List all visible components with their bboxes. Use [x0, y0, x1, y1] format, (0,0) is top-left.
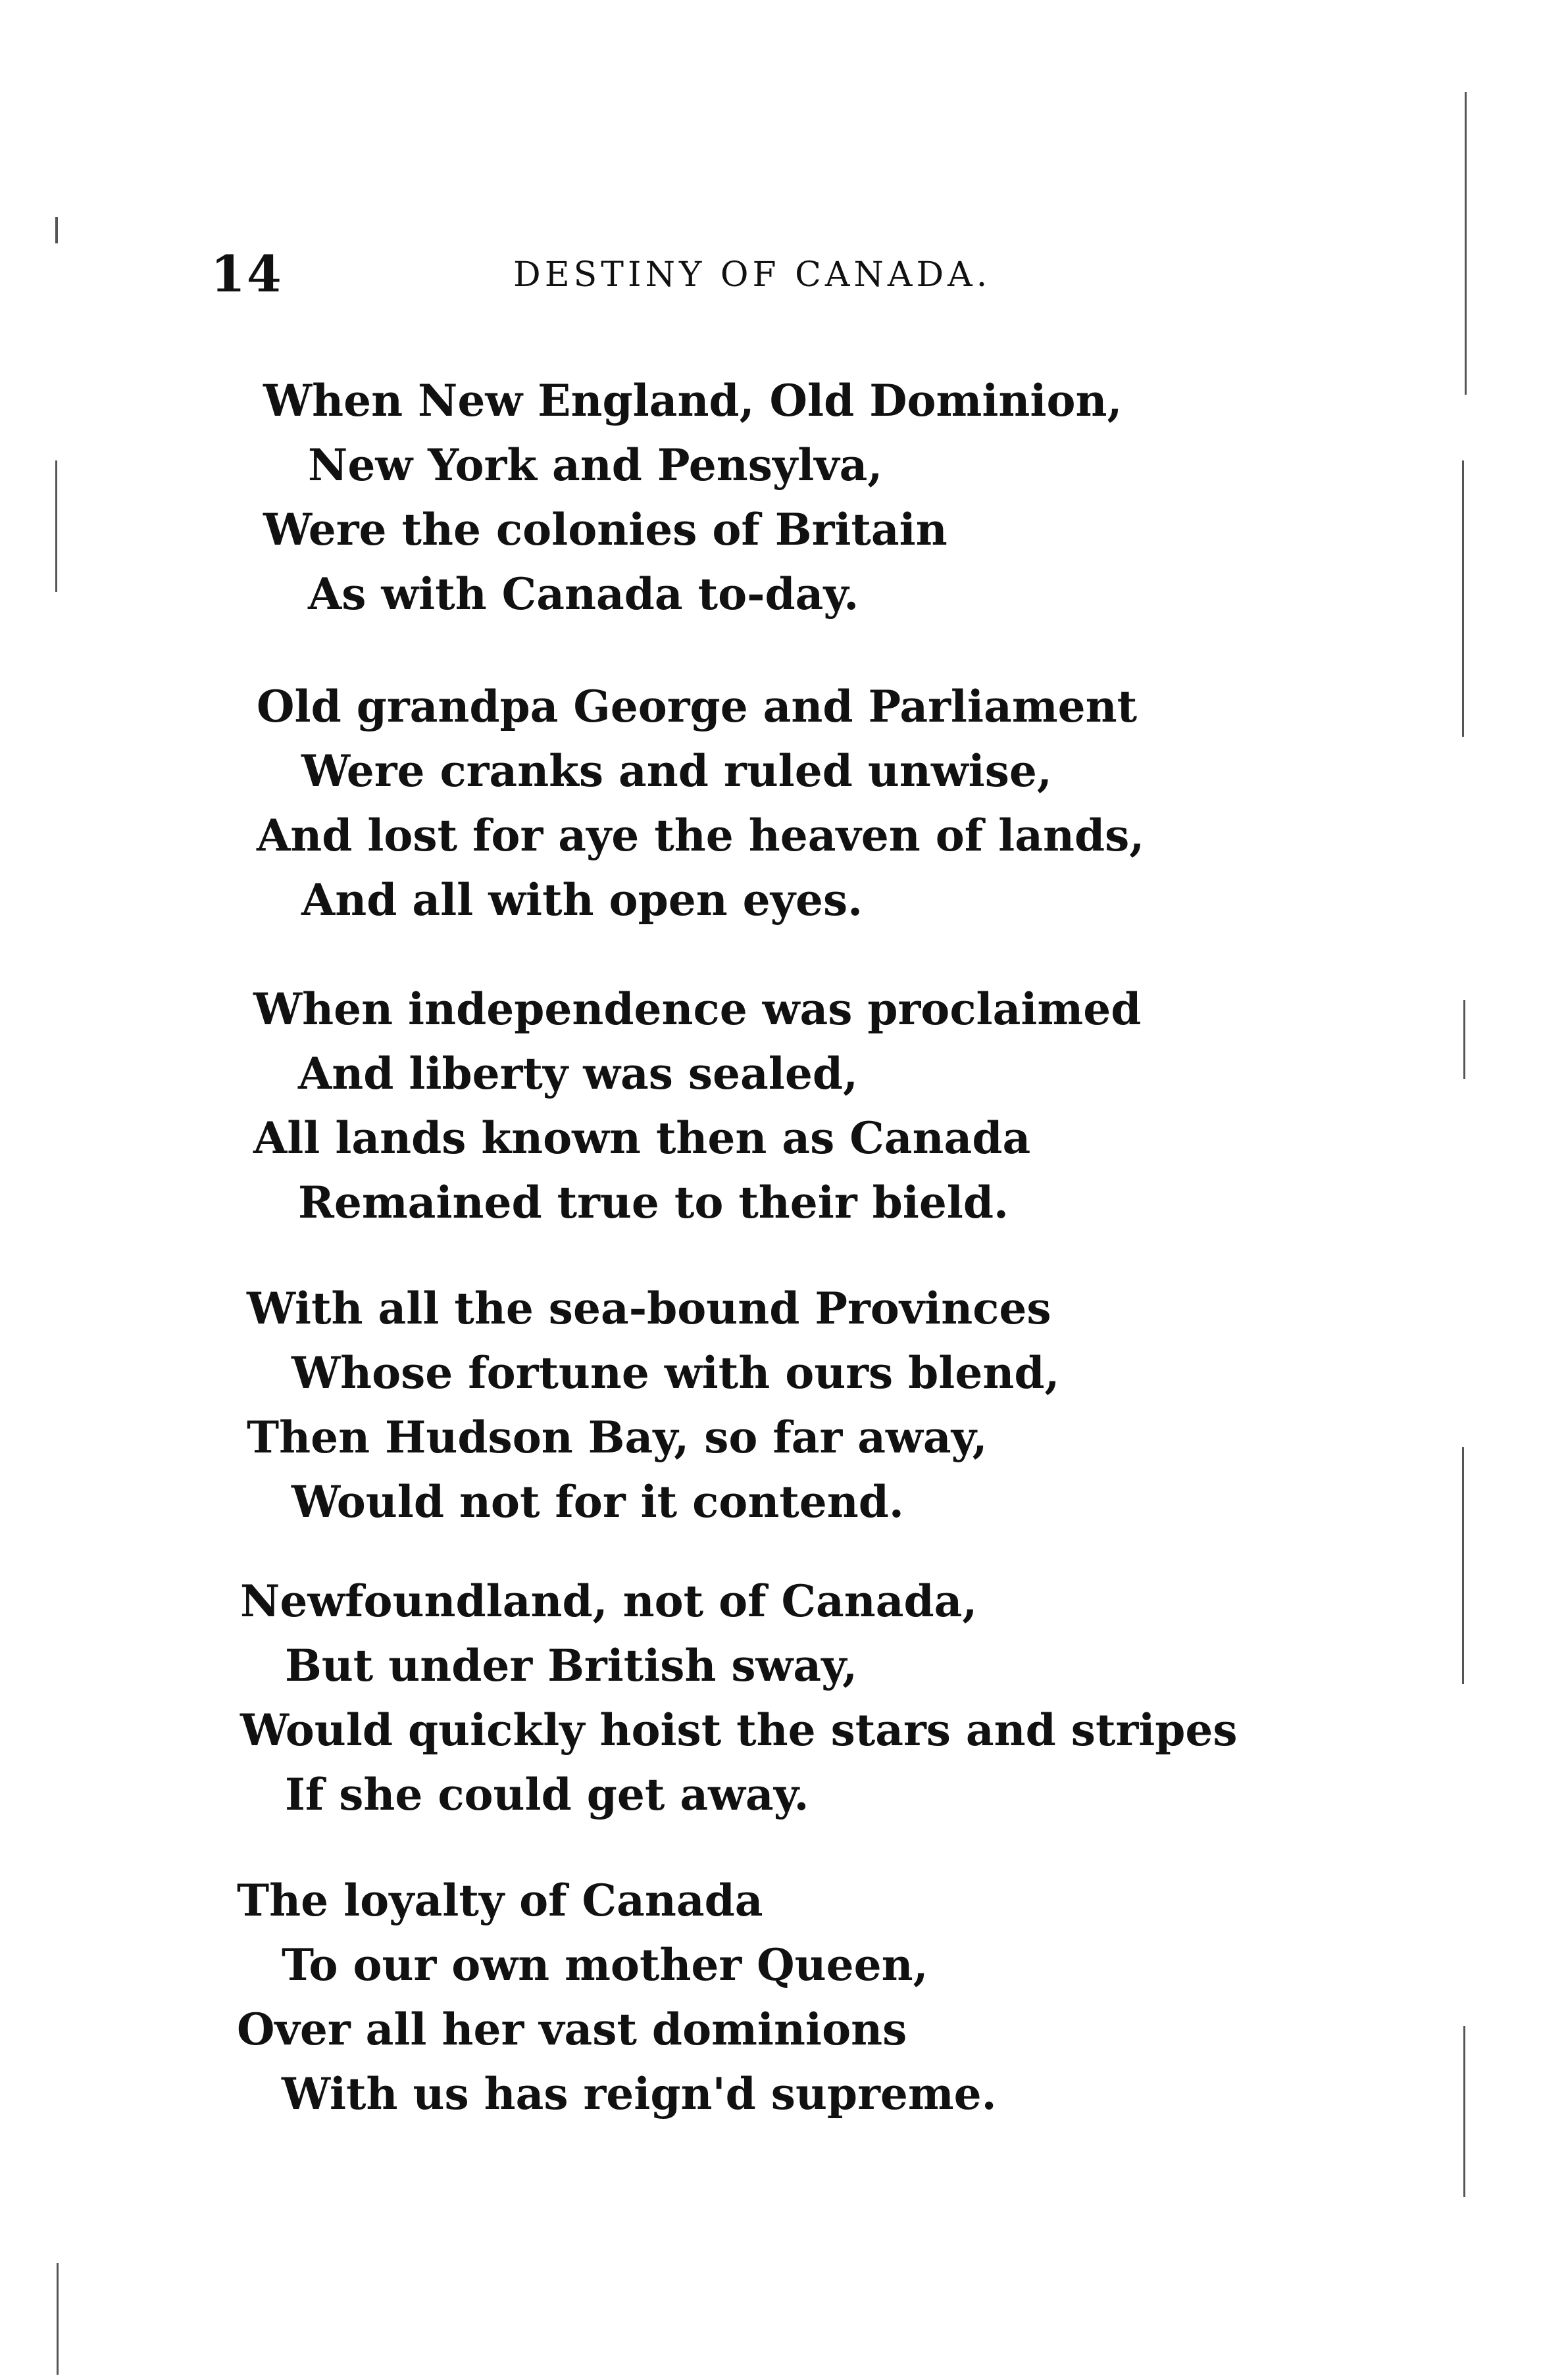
page-number: 14 — [211, 245, 283, 303]
verse-line: But under British sway, — [285, 1640, 858, 1691]
scan-margin-mark — [1462, 460, 1464, 737]
scan-margin-mark — [57, 2263, 59, 2375]
stanza-2 — [257, 674, 1283, 932]
verse-line: And lost for aye the heaven of lands, — [257, 810, 1145, 861]
stanza-4 — [247, 1276, 1273, 1534]
scan-margin-mark — [55, 217, 58, 243]
verse-line: If she could get away. — [285, 1769, 809, 1820]
verse-line: As with Canada to-day. — [308, 568, 859, 620]
verse-line: Newfoundland, not of Canada, — [240, 1575, 978, 1627]
scan-margin-mark — [55, 460, 57, 592]
verse-line: And all with open eyes. — [301, 874, 863, 926]
verse-line: And liberty was sealed, — [298, 1048, 859, 1099]
verse-line: Were cranks and ruled unwise, — [301, 745, 1052, 797]
stanza-3 — [253, 977, 1280, 1235]
verse-line: Then Hudson Bay, so far away, — [247, 1412, 988, 1463]
stanza-1 — [263, 368, 1290, 626]
verse-line: Would quickly hoist the stars and stripes — [240, 1704, 1238, 1756]
scan-margin-mark — [1462, 1447, 1464, 1684]
verse-line: Remained true to their bield. — [298, 1177, 1009, 1228]
running-title: DESTINY OF CANADA. — [513, 255, 992, 295]
page-header — [211, 245, 1276, 310]
verse-line: New York and Pensylva, — [308, 439, 883, 491]
verse-line: Were the colonies of Britain — [263, 504, 947, 555]
verse-line: The loyalty of Canada — [237, 1875, 763, 1926]
verse-line: Old grandpa George and Parliament — [257, 681, 1138, 732]
verse-line: All lands known then as Canada — [253, 1112, 1031, 1164]
scan-margin-mark — [1463, 1000, 1465, 1079]
verse-line: Whose fortune with ours blend, — [291, 1347, 1060, 1399]
verse-line: When independence was proclaimed — [253, 983, 1142, 1035]
scan-margin-mark — [1465, 92, 1467, 395]
verse-line: To our own mother Queen, — [282, 1939, 928, 1991]
stanza-6 — [237, 1868, 1263, 2126]
verse-line: When New England, Old Dominion, — [263, 375, 1123, 426]
stanza-5 — [240, 1569, 1267, 1827]
verse-line: With us has reign'd supreme. — [282, 2068, 997, 2120]
verse-line: With all the sea-bound Provinces — [247, 1283, 1051, 1334]
verse-line: Would not for it contend. — [291, 1476, 904, 1527]
scan-margin-mark — [1463, 2026, 1465, 2197]
verse-line: Over all her vast dominions — [237, 2004, 907, 2055]
